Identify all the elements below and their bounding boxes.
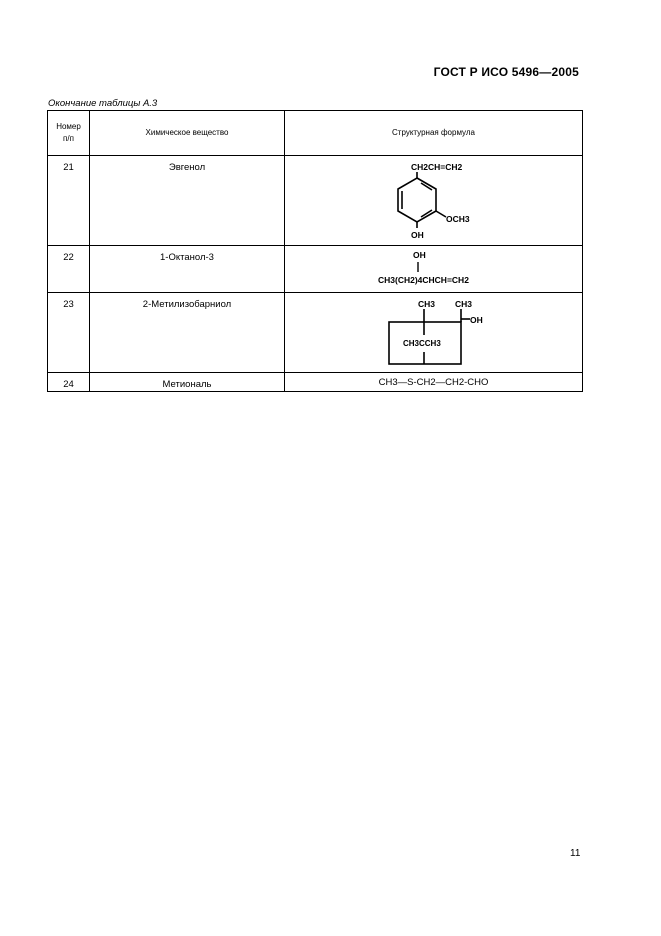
table-row bbox=[48, 373, 583, 392]
structural-formula-eugenol bbox=[285, 156, 583, 246]
substance-name: Эвгенол bbox=[90, 156, 285, 246]
column-header-number-text: Номер п/п bbox=[56, 122, 81, 143]
table-caption: Окончание таблицы А.3 bbox=[48, 98, 158, 109]
page-number: 11 bbox=[570, 848, 581, 859]
row-number: 22 bbox=[48, 246, 90, 293]
eugenol-bottom-label: OH bbox=[410, 230, 424, 240]
document-standard-header: ГОСТ Р ИСО 5496—2005 bbox=[433, 65, 579, 79]
methional-formula-text: CH3—S-CH2—CH2-CHO bbox=[378, 377, 489, 388]
eugenol-right-label: OCH3 bbox=[445, 214, 470, 224]
chemical-table bbox=[47, 110, 583, 392]
column-header-number bbox=[48, 111, 90, 156]
octanol-chain-label: CH3(CH2)4CHCH=CH2 bbox=[377, 275, 469, 285]
substance-name: 1-Октанол-3 bbox=[90, 246, 285, 293]
methyl-right-label: CH3 bbox=[454, 299, 472, 309]
table-row bbox=[48, 156, 583, 246]
row-number: 21 bbox=[48, 156, 90, 246]
column-header-substance: Химическое вещество bbox=[90, 111, 285, 156]
methyl-left-label: CH3 bbox=[417, 299, 435, 309]
bridge-label: CH3CCH3 bbox=[402, 339, 441, 348]
methylisoborneol-structure bbox=[286, 293, 582, 370]
structural-formula-octanol bbox=[285, 246, 583, 293]
table-header-row bbox=[48, 111, 583, 156]
table-row bbox=[48, 293, 583, 373]
structural-formula-methional bbox=[285, 373, 583, 392]
substance-name: Метиональ bbox=[90, 373, 285, 392]
hydroxyl-label: OH bbox=[469, 315, 483, 325]
structural-formula-methylisoborneol bbox=[285, 293, 583, 373]
column-header-formula: Структурная формула bbox=[285, 111, 583, 156]
octanol-structure bbox=[286, 246, 582, 290]
eugenol-top-label: CH2CH=CH2 bbox=[410, 162, 462, 172]
row-number: 23 bbox=[48, 293, 90, 373]
row-number: 24 bbox=[48, 373, 90, 392]
octanol-hydroxyl-label: OH bbox=[412, 250, 426, 260]
substance-name: 2-Метилизобарниол bbox=[90, 293, 285, 373]
eugenol-structure bbox=[286, 156, 582, 243]
table-row bbox=[48, 246, 583, 293]
